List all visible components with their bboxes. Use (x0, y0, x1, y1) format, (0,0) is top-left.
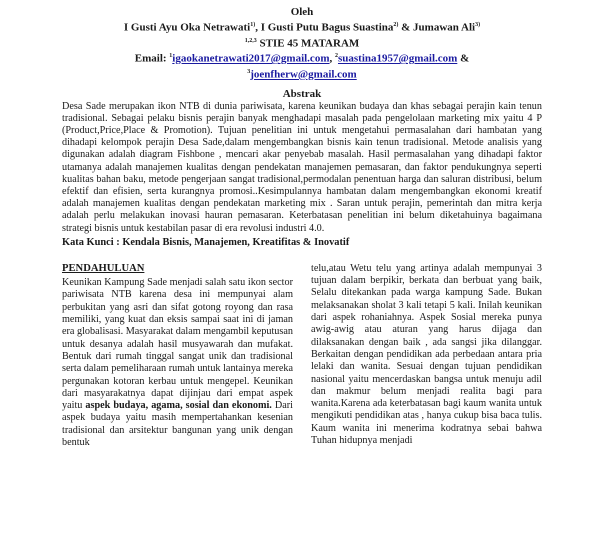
author-3: & Jumawan Ali (398, 21, 476, 34)
email-2-sup: 2 (334, 53, 338, 60)
email-sep-2: & (457, 52, 470, 65)
author-1: I Gusti Ayu Oka Netrawati (123, 21, 251, 34)
abstract-title: Abstrak (282, 87, 322, 100)
intro-left-text: Keunikan Kampung Sade menjadi salah satu ikon sector pariwisata NTB karena desa ini mempunyai alam perbukitan yang asri dan sifat gotong royong dan rasa memiliki, yang kuat dan eksis sampai saat ini di jaman era globalisasi. Masyarakat dalam mengambil keputusan untuk desanya adalah hasil musyawarah dan mufakat. Bentuk dari rumah tinggal sangat unik dan tradisional serta dalam pemeliharaan rumah untuk lantainya mereka pergunakan kotoran kerbau untuk mengepel. Keunikan dari masyarakatnya dapat dijinjau dari empat aspek yaitu (62, 277, 293, 412)
keywords: Kata Kunci : Kendala Bisnis, Manajemen, Kreatifitas & Inovatif (62, 236, 350, 248)
email-line-2 (62, 66, 542, 82)
email-line (62, 50, 542, 66)
email-sep-1: , (329, 52, 335, 65)
intro-paragraph-left (62, 277, 293, 449)
email-3-link[interactable]: joenfherw@gmail.com (250, 68, 357, 81)
email-label: Email: (134, 52, 170, 65)
column-left (62, 263, 293, 449)
author-2-sup: 2) (393, 22, 399, 28)
abstract-text: Desa Sade merupakan ikon NTB di dunia pariwisata, karena keunikan budaya dan khas sebagai perajin kain tenun tradisional. Sebagai pelaku bisnis perajin banyak menghadapi masalah pada pengelolaan marketing mix yaitu 4 P (Product,Price,Place & Promotion). Tujuan penelitian ini untuk mengetahui permasalahan dari hambatan yang dihadapi kelompok perajin Desa Sade,dalam mengembangkan bisnis kain tenun tradisional. Metode analisis yang digunakan adalah diagram Fishbone , mencari akar penyebab masalah. Hasil permasalahan yang dihadapi faktor utamanya adalah manajemen kualitas dengan pendekatan manajemen pemasaran, dan faktor pendukungnya seperti kualitas bahan baku, metode pengerjaan sangat tradisional,permodalan penentuan harga dan saluran distribusi, belum efektif dan efisien, serta kurangnya promosi..Kesimpulannya hambatan dalam mengembangkan ekonomi kreatif adalah manajemen kualitas dengan pendekatan marketing mix . Saran untuk perajin, pemerintah dan mitra kerja adalah perlu melakukan inovasi hauran pemasaran. Keterbatasan penelitian ini belum diketahuinya bagaimana strategi bisnis untuk kestabilan pasar di era revolusi industri 4.0. (62, 100, 542, 234)
affiliation-sup: 1,2,3 (244, 37, 257, 44)
intro-left-bold: aspek budaya, agama, sosial dan ekonomi. (85, 400, 272, 412)
author-3-sup: 3) (475, 22, 481, 28)
email-2-link[interactable]: suastina1957@gmail.com (337, 52, 458, 65)
email-1-sup: 1 (169, 53, 173, 60)
affiliation: STIE 45 MATARAM (256, 37, 360, 50)
email-1-link[interactable]: igaokanetrawati2017@gmail.com (172, 52, 330, 65)
author-by: Oleh (290, 6, 314, 18)
email-3-sup: 3 (247, 68, 251, 75)
author-1-sup: 1) (250, 22, 256, 28)
author-line (62, 19, 542, 35)
affiliation-line (62, 35, 542, 51)
body-columns (62, 263, 542, 449)
section-title-pendahuluan: PENDAHULUAN (62, 262, 145, 274)
intro-paragraph-right: telu,atau Wetu telu yang artinya adalah mempunyai 3 tujuan dalam berpikir, berkata dan berbuat yang baik, Selalu ditekankan pada warga kampung Sade. Bukan melaksanakan sholat 3 kali tetapi 5 kali. Inilah keunikan dari aspek rohaniahnya. Aspek Sosial mereka punya awig-awig atau aturan yang harus dijaga dan dilaksanakan dengan baik , ada sangsi jika dilanggar. Berkaitan dengan pendidikan ada perbedaan antara pria lelaki dan wanita. Sesuai dengan tujuan pendidikan nasional yaitu mencerdaskan bangsa untuk menuju adil dan makmur belum menjadi realita bagi para wanita.Karena ada keterbatasan bagi kaum wanita untuk mengikuti pendidikan atas , hanya cukup bisa baca tulis. Kaum wanita ini menerima kodratnya sebai bahwa Tuhan hidupnya menjadi (311, 262, 542, 447)
column-right (311, 263, 542, 449)
author-2: , I Gusti Putu Bagus Suastina (255, 21, 394, 34)
intro-left-tail: Dari aspek budaya yaitu masih mempertahankan kesenian tradisional dan arsitektur bangunan yang unik dengan bentuk (62, 400, 293, 449)
paper-header (62, 6, 542, 82)
